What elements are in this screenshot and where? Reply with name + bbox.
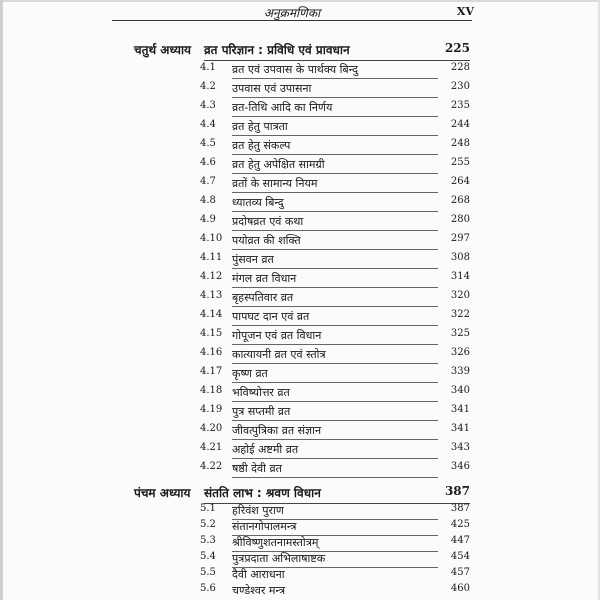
entry-page: 320 (450, 290, 470, 301)
entry-title: बृहस्पतिवार व्रत (232, 291, 294, 304)
entry-page: 341 (450, 404, 470, 415)
entry-number: 4.14 (200, 309, 223, 320)
entry-rule (232, 477, 438, 478)
chapter-name: चतुर्थ अध्याय (134, 43, 192, 57)
entry-rule (232, 344, 438, 345)
entry-title: व्रत-तिथि आदि का निर्णय (232, 101, 333, 114)
entry-rule (232, 306, 438, 307)
chapter-title: व्रत परिज्ञान : प्रविधि एवं प्रावधान (204, 43, 350, 57)
entry-number: 4.22 (200, 461, 223, 472)
header-rule (112, 20, 472, 21)
entry-title: गोपूजन एवं व्रत विधान (232, 329, 322, 342)
toc-entry (200, 583, 470, 602)
entry-page: 340 (450, 385, 470, 396)
entry-number: 4.1 (200, 62, 216, 73)
entry-number: 4.18 (200, 385, 223, 396)
entry-number: 4.16 (200, 347, 223, 358)
entry-page: 447 (450, 535, 470, 546)
chapter-page: 225 (444, 41, 470, 55)
toc-entry (200, 100, 470, 119)
entry-number: 4.3 (200, 100, 216, 111)
entry-number: 5.3 (200, 535, 216, 546)
entry-title: व्रतों के सामान्य नियम (232, 177, 318, 190)
entry-page: 264 (450, 176, 470, 187)
entry-title: अहोई अष्टमी व्रत (232, 443, 299, 456)
entry-page: 244 (450, 119, 470, 130)
entry-number: 4.6 (200, 157, 216, 168)
entry-page: 387 (450, 503, 470, 514)
entry-title: दैवी आराधना (232, 568, 285, 581)
toc-entry (200, 271, 470, 290)
chapter-page: 387 (444, 484, 470, 498)
chapter-title: संतति लाभ : श्रवण विधान (204, 486, 321, 500)
header-title: अनुक्रमणिका (263, 6, 321, 20)
entry-title: व्रत एवं उपवास के पार्थक्य बिन्दु (232, 63, 358, 76)
entry-title: भविष्योत्तर व्रत (232, 386, 290, 399)
entry-title: व्रत हेतु अपेक्षित सामग्री (232, 158, 325, 171)
entry-title: कृष्ण व्रत (232, 367, 268, 380)
toc-entry (200, 404, 470, 423)
toc-entry (200, 423, 470, 442)
entry-title: षष्ठी देवी व्रत (232, 462, 282, 475)
entry-number: 4.12 (200, 271, 223, 282)
entry-number: 4.15 (200, 328, 223, 339)
toc-entry (200, 176, 470, 195)
entry-page: 268 (450, 195, 470, 206)
toc-entry (200, 214, 470, 233)
entry-title: कात्यायनी व्रत एवं स्तोत्र (232, 348, 326, 361)
entry-rule (232, 439, 438, 440)
entry-rule (232, 154, 438, 155)
entry-rule (232, 173, 438, 174)
entry-title: हरिवंश पुराण (232, 504, 284, 517)
entry-title: पुत्रप्रदाता अभिलाषाष्टक (232, 552, 326, 565)
toc-entry (200, 290, 470, 309)
toc-entry (200, 233, 470, 252)
entry-rule (232, 401, 438, 402)
entry-number: 4.11 (200, 252, 223, 263)
entry-number: 4.17 (200, 366, 223, 377)
entry-number: 4.9 (200, 214, 216, 225)
toc-entry (200, 195, 470, 214)
entry-number: 4.2 (200, 81, 216, 92)
entry-number: 4.10 (200, 233, 223, 244)
entry-page: 297 (450, 233, 470, 244)
entry-title: पुंसवन व्रत (232, 253, 274, 266)
entry-rule (232, 287, 438, 288)
entry-page: 255 (450, 157, 470, 168)
entry-rule (232, 97, 438, 98)
entry-rule (232, 211, 438, 212)
entry-number: 5.2 (200, 519, 216, 530)
entry-rule (232, 116, 438, 117)
entry-rule (232, 78, 438, 79)
entry-page: 457 (450, 567, 470, 578)
entry-page: 248 (450, 138, 470, 149)
entry-page: 339 (450, 366, 470, 377)
entry-page: 235 (450, 100, 470, 111)
entry-number: 5.1 (200, 503, 216, 514)
entry-title: पुत्र सप्तमी व्रत (232, 405, 291, 418)
entry-rule (232, 230, 438, 231)
entry-number: 4.19 (200, 404, 223, 415)
entry-page: 326 (450, 347, 470, 358)
entry-title: व्रत हेतु पात्रता (232, 120, 288, 133)
chapter-4-heading (134, 41, 470, 61)
entry-rule (232, 192, 438, 193)
entry-number: 4.5 (200, 138, 216, 149)
entry-title: प्रदोषव्रत एवं कथा (232, 215, 304, 228)
entry-page: 322 (450, 309, 470, 320)
entry-title: चण्डेश्वर मन्त्र (232, 584, 286, 597)
entry-page: 325 (450, 328, 470, 339)
entry-title: पापघट दान एवं व्रत (232, 310, 310, 323)
entry-title: मंगल व्रत विधान (232, 272, 297, 285)
entry-rule (232, 363, 438, 364)
toc-entry (200, 309, 470, 328)
entry-page: 230 (450, 81, 470, 92)
entry-number: 4.13 (200, 290, 223, 301)
entry-title: श्रीविष्णुशतनामस्तोत्रम् (232, 536, 319, 549)
entry-page: 454 (450, 551, 470, 562)
entry-number: 5.5 (200, 567, 216, 578)
toc-entry (200, 347, 470, 366)
entry-rule (232, 325, 438, 326)
entry-page: 425 (450, 519, 470, 530)
entry-rule (232, 420, 438, 421)
entry-rule (232, 249, 438, 250)
toc-entry (200, 157, 470, 176)
entry-page: 228 (450, 62, 470, 73)
scan-edge-top (0, 0, 600, 2)
entry-title: पयोव्रत की शक्ति (232, 234, 301, 247)
toc-entry (200, 442, 470, 461)
entry-number: 4.21 (200, 442, 223, 453)
entry-number: 5.6 (200, 583, 216, 594)
toc-entry (200, 62, 470, 81)
entry-title: संतानगोपालमन्त्र (232, 520, 297, 533)
entry-title: ध्यातव्य बिन्दु (232, 196, 284, 209)
toc-entry (200, 138, 470, 157)
entry-rule (232, 135, 438, 136)
entry-number: 4.20 (200, 423, 223, 434)
entry-title: व्रत हेतु संकल्प (232, 139, 291, 152)
chapter-name: पंचम अध्याय (134, 486, 191, 500)
chapter-5-heading (134, 484, 470, 504)
entry-rule (232, 268, 438, 269)
chapter-rule (204, 60, 470, 61)
entry-page: 308 (450, 252, 470, 263)
toc-entry (200, 385, 470, 404)
entry-page: 280 (450, 214, 470, 225)
toc-entry (200, 119, 470, 138)
entry-number: 5.4 (200, 551, 216, 562)
toc-entry (200, 366, 470, 385)
toc-entry (200, 252, 470, 271)
entry-page: 343 (450, 442, 470, 453)
scan-edge-left (0, 0, 3, 600)
toc-entry (200, 461, 470, 480)
toc-entry (200, 81, 470, 100)
entry-rule (232, 458, 438, 459)
entry-number: 4.4 (200, 119, 216, 130)
entry-page: 341 (450, 423, 470, 434)
entry-page: 314 (450, 271, 470, 282)
entry-number: 4.8 (200, 195, 216, 206)
entry-page: 460 (450, 583, 470, 594)
toc-entry (200, 328, 470, 347)
entry-title: उपवास एवं उपासना (232, 82, 312, 95)
entry-title: जीवत्पुत्रिका व्रत संज्ञान (232, 424, 322, 437)
entry-rule (232, 382, 438, 383)
header-page-number: XV (456, 5, 474, 18)
entry-number: 4.7 (200, 176, 216, 187)
entry-page: 346 (450, 461, 470, 472)
